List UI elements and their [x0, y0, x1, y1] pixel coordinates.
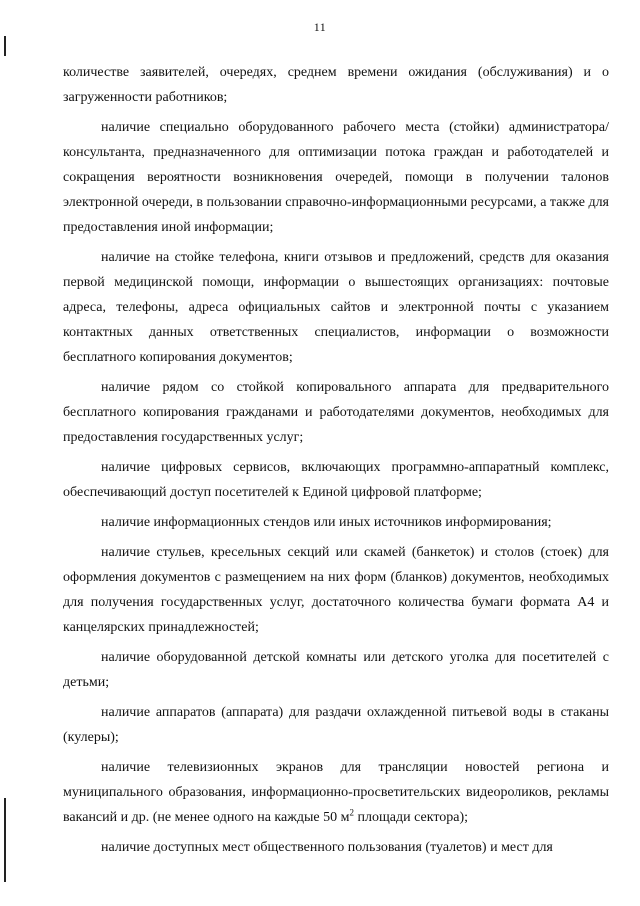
paragraph: наличие доступных мест общественного пользования (туалетов) и мест для: [101, 840, 553, 855]
paragraph: наличие цифровых сервисов, включающих программно-аппаратный комплекс, обеспечивающий доступ посетителей к Единой цифровой платформе;: [63, 460, 609, 500]
paragraph: наличие аппаратов (аппарата) для раздачи охлажденной питьевой воды в стаканы (кулеры);: [63, 705, 609, 745]
superscript: 2: [349, 807, 355, 818]
paragraph: наличие специально оборудованного рабочего места (стойки) администратора/консультанта, предназначенного для оптимизации потока граждан и работодателей и сокращения вероятности возникновения очередей, помощи в получении талонов электронной очереди, в пользовании справочно-информационными ресурсами, а также для предоставления иной информации;: [63, 120, 609, 235]
paragraph: наличие на стойке телефона, книги отзывов и предложений, средств для оказания первой медицинской помощи, информации о вышестоящих организациях: почтовые адреса, телефоны, адреса официальных сайтов и электронной почты с указанием контактных данных ответственных специалистов, информации о возможности бесплатного копирования документов;: [63, 250, 609, 365]
paragraph: количестве заявителей, очередях, среднем времени ожидания (обслуживания) и о загруженности работников;: [63, 65, 609, 105]
body-text: [63, 60, 609, 865]
margin-mark: [4, 36, 6, 56]
paragraph: [63, 755, 609, 830]
paragraph-text: площади сектора);: [354, 810, 469, 825]
paragraph: наличие информационных стендов или иных источников информирования;: [101, 515, 552, 530]
margin-mark: [4, 798, 6, 882]
page-number: 11: [313, 20, 327, 34]
paragraph: наличие оборудованной детской комнаты или детского уголка для посетителей с детьми;: [63, 650, 609, 690]
paragraph: наличие рядом со стойкой копировального аппарата для предварительного бесплатного копирования гражданами и работодателями документов, необходимых для предоставления государственных услуг;: [63, 380, 609, 445]
paragraph-text: наличие телевизионных экранов для трансляции новостей региона и муниципального образования, информационно-просветительских видеороликов, рекламы вакансий и др. (не менее одного на каждые 50 м: [63, 760, 609, 825]
paragraph: наличие стульев, кресельных секций или скамей (банкеток) и столов (стоек) для оформления документов с размещением на них форм (бланков) документов, необходимых для получения государственных услуг, достаточного количества бумаги формата А4 и канцелярских принадлежностей;: [63, 545, 609, 635]
